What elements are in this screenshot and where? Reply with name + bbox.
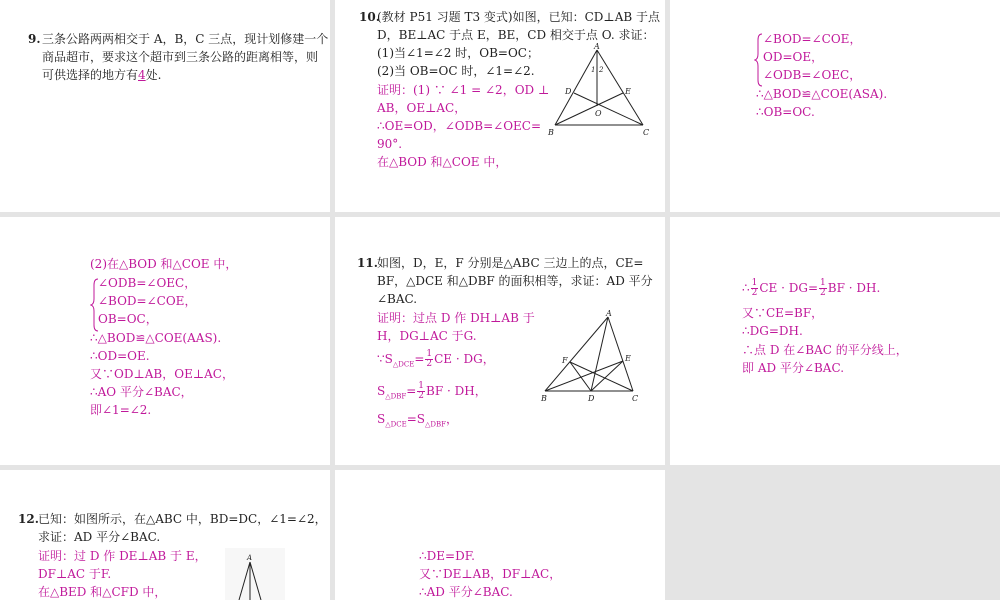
problem-10-number: 10. (359, 10, 380, 24)
area-formula-3-sub1: △DCE (385, 420, 407, 429)
problem-9-tail: 处. (145, 68, 162, 82)
problem-9-line-2: 商品超市，要求这个超市到三条公路的距离相等，则 (42, 50, 319, 64)
area-formula-3-sub2: △DBF (424, 420, 446, 429)
brace-line-3: OB=OC， (98, 312, 158, 326)
fig10-label-2: 2 (599, 66, 604, 74)
fig11-label-c: C (632, 394, 639, 403)
problem-10-panel (335, 0, 665, 212)
fig10-label-1: 1 (591, 66, 596, 74)
area-formula-3-prefix: S (377, 412, 386, 426)
fraction-half (417, 382, 425, 401)
problem-10-proof-1: 证明：(1) ∵ ∠1 = ∠2，OD ⊥ (377, 83, 550, 97)
area-formula-1-sub: △DCE (392, 360, 415, 369)
fig10-label-d: D (565, 87, 572, 96)
area-formula-1-prefix: ∵S (377, 352, 393, 366)
problem-10-line-4: (2)当 OB=OC 时，∠1=∠2. (377, 64, 535, 78)
fraction-numerator: 1 (820, 278, 826, 288)
problem-11-figure (540, 309, 645, 404)
problem-12-number: 12. (18, 512, 39, 526)
problem-10-figure (545, 40, 660, 140)
problem-9-answer: 4 (138, 68, 146, 82)
fraction-numerator: 1 (426, 349, 433, 359)
problem-11-number: 11. (357, 256, 378, 270)
fig11-label-e: E (625, 354, 631, 363)
problem-12-panel (0, 470, 330, 600)
brace-line-3: ∠ODB=∠OEC， (763, 68, 862, 82)
problem-10-proof-5: 在△BOD 和△COE 中， (377, 155, 508, 169)
problem-11-line-1: 如图，D，E，F 分别是△ABC 三边上的点，CE= (377, 256, 644, 270)
conclusion-line-1: ∴△BOD≌△COE(ASA). (756, 87, 888, 101)
continuation-panel-3 (670, 217, 1000, 465)
conclusion-line-3: 又∵OD⊥AB，OE⊥AC， (90, 367, 234, 381)
area-formula-3-mid: =S (406, 412, 425, 426)
fraction-numerator: 1 (418, 381, 425, 391)
conclusion-line-4: 即 AD 平分∠BAC. (742, 361, 845, 375)
brace-line-2: ∠BOD=∠COE， (98, 294, 197, 308)
fig11-label-a: A (606, 309, 612, 318)
problem-10-line-1: (教材 P51 习题 T3 变式)如图，已知：CD⊥AB 于点 (377, 10, 660, 24)
problem-10-proof-4: 90°. (377, 137, 403, 151)
area-formula-3-end: ， (445, 412, 458, 426)
fraction-denominator: 2 (426, 359, 433, 369)
continuation-panel-2 (0, 217, 330, 465)
problem-9-line-3-text: 可供选择的地方有 (42, 68, 139, 82)
conclusion-line-4: ∴AO 平分∠BAC， (90, 385, 193, 399)
problem-11-panel (335, 217, 665, 465)
conclusion-line-2: ∴OD=OE. (90, 349, 150, 363)
fig10-label-c: C (643, 128, 650, 137)
fig11-label-b: B (541, 394, 547, 403)
fig10-label-a: A (594, 42, 600, 51)
problem-12-proof-2: DF⊥AC 于F. (38, 567, 112, 581)
equation-right: BF · DH. (827, 281, 881, 295)
area-formula-3 (377, 410, 458, 433)
problem-9-number: 9. (28, 32, 41, 46)
conclusion-line-3: ∴点 D 在∠BAC 的平分线上， (742, 343, 908, 357)
continuation-panel-4 (335, 470, 665, 600)
equation-line (742, 279, 880, 298)
area-formula-2 (377, 382, 487, 405)
area-formula-2-prefix: S (377, 384, 386, 398)
conclusion-line-1: ∴DE=DF. (419, 549, 475, 563)
problem-11-proof-2: H，DG⊥AC 于G. (377, 329, 477, 343)
brace-line-1: ∠BOD=∠COE， (763, 32, 862, 46)
conclusion-line-2: 又∵DE⊥AB，DF⊥AC， (419, 567, 562, 581)
area-formula-1 (377, 350, 495, 373)
fraction-numerator: 1 (751, 278, 758, 288)
fig11-label-f: F (562, 356, 568, 365)
part-2-heading: (2)在△BOD 和△COE 中， (90, 257, 238, 271)
equation-left: CE · DG= (759, 281, 819, 295)
fig10-label-o: O (595, 109, 602, 118)
area-formula-1-rest: CE · DG， (434, 352, 495, 366)
problem-12-line-1: 已知：如图所示，在△ABC 中，BD=DC，∠1=∠2， (38, 512, 327, 526)
brace-line-2: OD=OE， (763, 50, 824, 64)
fraction-half (425, 350, 433, 369)
conclusion-line-1: ∴△BOD≌△COE(AAS). (90, 331, 222, 345)
problem-12-proof-1: 证明：过 D 作 DE⊥AB 于 E， (38, 549, 207, 563)
problem-11-proof-1: 证明：过点 D 作 DH⊥AB 于 (377, 311, 535, 325)
problem-9-panel (0, 0, 330, 212)
problem-11-line-2: BF，△DCE 和△DBF 的面积相等，求证：AD 平分 (377, 274, 653, 288)
problem-10-proof-3: ∴OE=OD，∠ODB=∠OEC= (377, 119, 542, 133)
problem-12-line-2: 求证：AD 平分∠BAC. (38, 530, 161, 544)
area-formula-2-sub: △DBF (385, 392, 407, 401)
problem-12-figure (225, 548, 285, 600)
fraction-denominator: 2 (418, 391, 425, 401)
conclusion-line-5: 即∠1=∠2. (90, 403, 152, 417)
fig10-label-b: B (548, 128, 554, 137)
conclusion-line-2: ∴OB=OC. (756, 105, 815, 119)
problem-10-line-3: (1)当∠1=∠2 时，OB=OC； (377, 46, 539, 60)
problem-9-line-3 (42, 66, 161, 84)
problem-9-line-1: 三条公路两两相交于 A，B，C 三点，现计划修建一个 (42, 32, 329, 46)
conclusion-line-2: ∴DG=DH. (742, 324, 803, 338)
conclusion-line-1: 又∵CE=BF， (742, 306, 824, 320)
fig12-label-a: A (247, 554, 253, 562)
area-formula-2-eq: = (406, 384, 417, 398)
fraction-half (819, 279, 827, 298)
problem-12-proof-3: 在△BED 和△CFD 中， (38, 585, 167, 599)
problem-10-proof-2: AB，OE⊥AC， (377, 101, 467, 115)
problem-10-line-2: D，BE⊥AC 于点 E，BE，CD 相交于点 O. 求证： (377, 28, 655, 42)
fraction-denominator: 2 (820, 288, 826, 298)
equation-therefore: ∴ (742, 281, 750, 295)
area-formula-2-rest: BF · DH， (426, 384, 487, 398)
fig10-label-e: E (625, 87, 631, 96)
conclusion-line-3: ∴AD 平分∠BAC. (419, 585, 513, 599)
continuation-panel-1 (670, 0, 1000, 212)
fraction-denominator: 2 (751, 288, 758, 298)
brace-line-1: ∠ODB=∠OEC， (98, 276, 197, 290)
fraction-half (751, 279, 759, 298)
problem-11-line-3: ∠BAC. (377, 292, 418, 306)
fig11-label-d: D (588, 394, 595, 403)
area-formula-1-eq: = (414, 352, 425, 366)
